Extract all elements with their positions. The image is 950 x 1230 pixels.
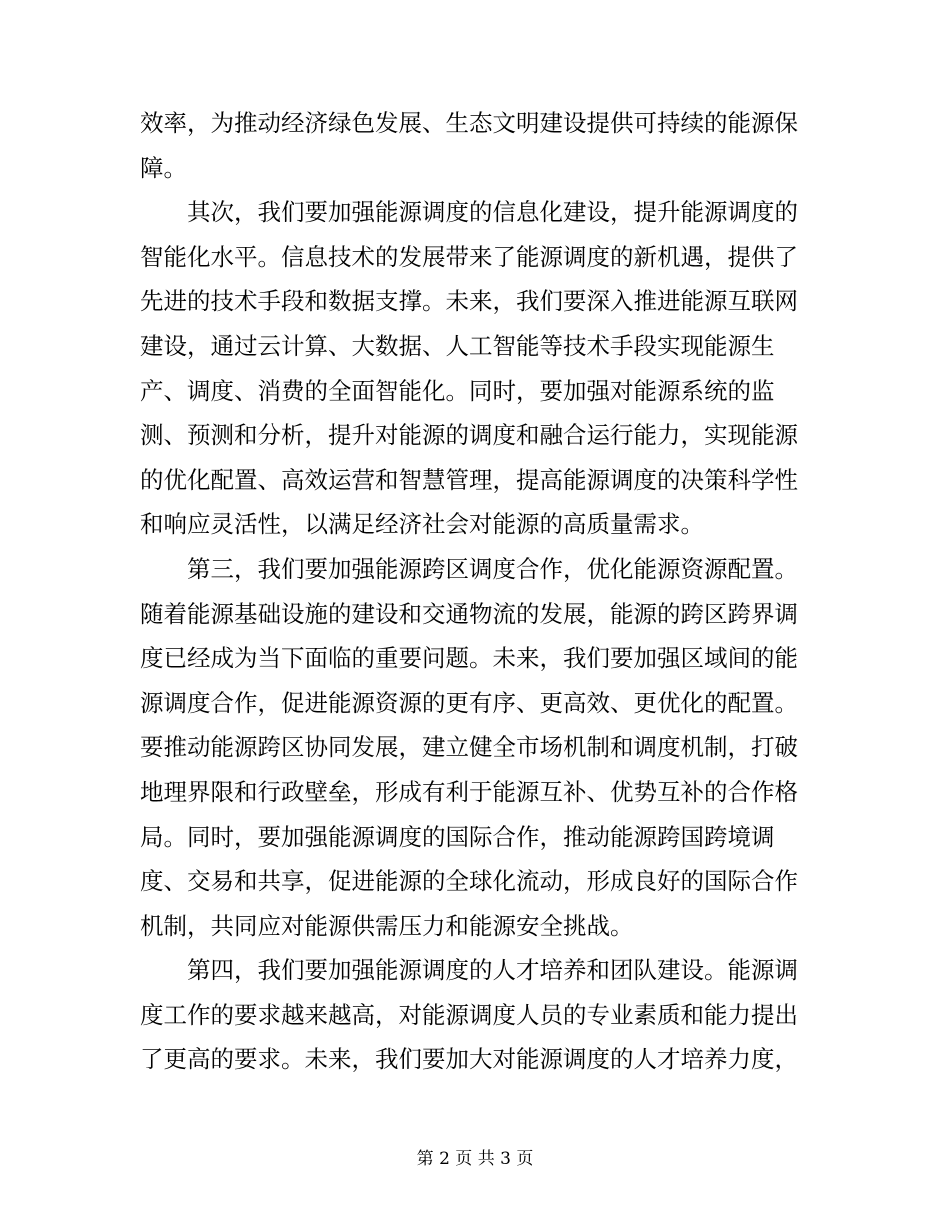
- text-line: 度、交易和共享，促进能源的全球化流动，形成良好的国际合作: [140, 867, 798, 896]
- text-line: 机制，共同应对能源供需压力和能源安全挑战。: [140, 911, 634, 940]
- text-line: 了更高的要求。未来，我们要加大对能源调度的人才培养力度，: [140, 1045, 798, 1074]
- text-line: 局。同时，要加强能源调度的国际合作，推动能源跨国跨境调: [140, 822, 775, 851]
- text-line: 度工作的要求越来越高，对能源调度人员的专业素质和能力提出: [140, 1000, 798, 1029]
- text-line: 产、调度、消费的全面智能化。同时，要加强对能源系统的监: [140, 376, 775, 405]
- paragraph-first-line: 第四，我们要加强能源调度的人才培养和团队建设。能源调: [187, 956, 798, 985]
- text-line: 和响应灵活性，以满足经济社会对能源的高质量需求。: [140, 510, 704, 539]
- body-text: [140, 101, 810, 1082]
- text-line: 先进的技术手段和数据支撑。未来，我们要深入推进能源互联网: [140, 287, 798, 316]
- page-number-footer: 第 2 页 共 3 页: [416, 1149, 534, 1169]
- text-line: 地理界限和行政壁垒，形成有利于能源互补、优势互补的合作格: [140, 777, 798, 806]
- text-line: 建设，通过云计算、大数据、人工智能等技术手段实现能源生: [140, 331, 775, 360]
- text-line: 障。: [140, 153, 187, 182]
- text-line: 要推动能源跨区协同发展，建立健全市场机制和调度机制，打破: [140, 733, 798, 762]
- paragraph-first-line: 第三，我们要加强能源跨区调度合作，优化能源资源配置。: [187, 554, 798, 583]
- text-line: 效率，为推动经济绿色发展、生态文明建设提供可持续的能源保: [140, 109, 798, 137]
- text-line: 测、预测和分析，提升对能源的调度和融合运行能力，实现能源: [140, 421, 798, 450]
- text-line: 的优化配置、高效运营和智慧管理，提高能源调度的决策科学性: [140, 465, 798, 494]
- text-line: 智能化水平。信息技术的发展带来了能源调度的新机遇，提供了: [140, 242, 798, 271]
- text-line: 随着能源基础设施的建设和交通物流的发展，能源的跨区跨界调: [140, 599, 798, 628]
- text-line: 源调度合作，促进能源资源的更有序、更高效、更优化的配置。: [140, 688, 798, 717]
- paragraph-first-line: 其次，我们要加强能源调度的信息化建设，提升能源调度的: [187, 198, 798, 227]
- text-line: 度已经成为当下面临的重要问题。未来，我们要加强区域间的能: [140, 644, 798, 673]
